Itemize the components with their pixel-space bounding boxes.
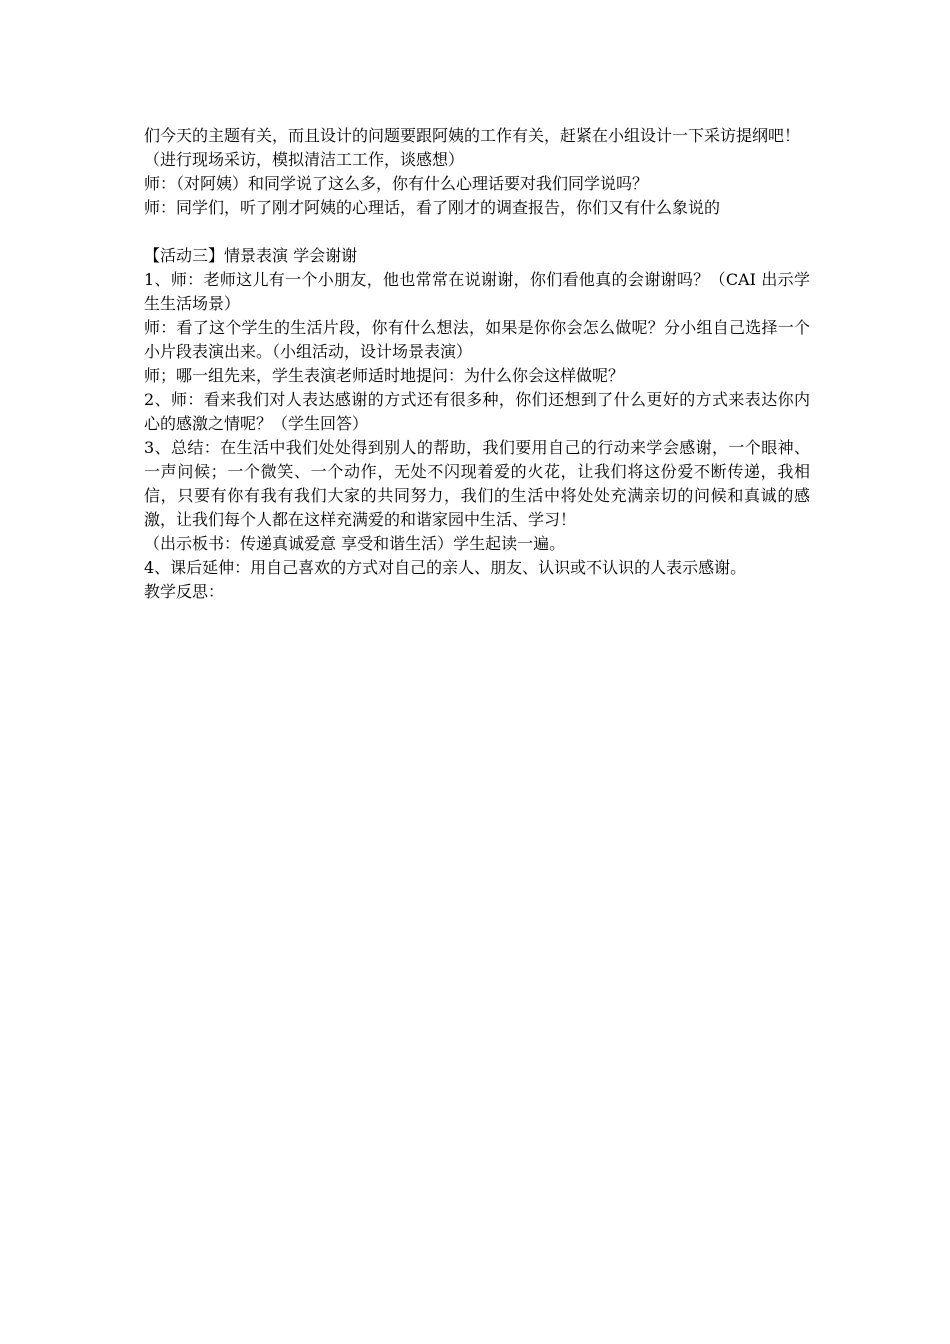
paragraph-step-2: 2、师：看来我们对人表达感谢的方式还有很多种，你们还想到了什么更好的方式来表达你内心的感激之情呢？（学生回答） — [144, 390, 810, 433]
paragraph-step-4-extension: 4、课后延伸：用自己喜欢的方式对自己的亲人、朋友、认识或不认识的人表示感谢。 — [144, 558, 747, 577]
paragraph-interview-outline: 们今天的主题有关，而且设计的问题要跟阿姨的工作有关，赶紧在小组设计一下采访提纲吧！ — [144, 126, 801, 145]
document-body — [144, 124, 810, 604]
section-heading-activity-three: 【活动三】情景表演 学会谢谢 — [144, 246, 358, 265]
paragraph-teaching-reflection: 教学反思： — [144, 582, 225, 601]
paragraph-teacher-to-aunt: 师：（对阿姨）和同学说了这么多，你有什么心理话要对我们同学说吗？ — [144, 174, 649, 193]
paragraph-blackboard: （出示板书：传递真诚爱意 享受和谐生活）学生起读一遍。 — [144, 534, 566, 553]
paragraph-which-group-first: 师；哪一组先来，学生表演老师适时地提问：为什么你会这样做呢？ — [144, 366, 625, 385]
paragraph-teacher-to-students: 师：同学们，听了刚才阿姨的心理话，看了刚才的调查报告，你们又有什么象说的 — [144, 198, 721, 217]
paragraph-step-1: 1、师：老师这儿有一个小朋友，他也常常在说谢谢，你们看他真的会谢谢吗？（CAI 出示学生生活场景） — [144, 270, 810, 313]
paragraph-step-3-summary: 3、总结：在生活中我们处处得到别人的帮助，我们要用自己的行动来学会感谢，一个眼神、一声问候；一个微笑、一个动作，无处不闪现着爱的火花，让我们将这份爱不断传递，我相信，只要有你有我有我们大家的共同努力，我们的生活中将处处充满亲切的问候和真诚的感激，让我们每个人都在这样充满爱的和谐家园中生活、学习！ — [144, 438, 810, 529]
blank-line — [144, 220, 810, 244]
paragraph-group-performance: 师：看了这个学生的生活片段，你有什么想法，如果是你你会怎么做呢？分小组自己选择一个小片段表演出来。（小组活动，设计场景表演） — [144, 318, 810, 361]
paragraph-on-site-interview: （进行现场采访，模拟清洁工工作，谈感想） — [144, 150, 465, 169]
